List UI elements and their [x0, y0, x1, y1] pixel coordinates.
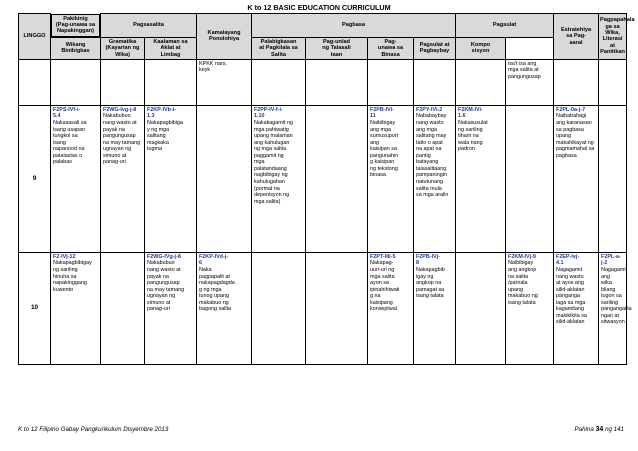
competency-code: F2KM-IVj-9 — [508, 253, 536, 260]
table-cell — [306, 252, 368, 364]
table-cell — [101, 252, 145, 364]
table-row — [19, 252, 627, 364]
competency-code: F2PL-0a-j-7 — [556, 106, 586, 113]
competency-text: Naka pagpapalit at nakapagdagda g ng mga tunog upang makabuo ng bagong salita — [199, 267, 235, 313]
table-cell — [101, 105, 145, 252]
competency-text: KPKK nars, keyk — [199, 60, 227, 74]
table-cell — [414, 252, 456, 364]
competency-text: Nakakagamit ng mga pahiwatig upang malaman ang kahulugan ng mga salita paggamit ng mga palatandaang nagbibigay ng kahulugahan (pormal na depenisyon ng mga salita) — [254, 120, 293, 205]
competency-text: Nakasasali sa isang usapan tungkol sa isang napanood na patalastas o palabas — [53, 120, 87, 166]
header-pagbasa: Pagbasa — [252, 14, 456, 38]
table-cell — [414, 59, 456, 105]
table-cell — [554, 105, 599, 252]
table-cell — [456, 252, 506, 364]
table-cell — [51, 59, 101, 105]
competency-code: F2PY-IVi-2 — [416, 106, 443, 113]
competency-text: isa't isa ang mga salita at pangungusap — [508, 60, 541, 81]
page-total: ng 141 — [605, 426, 624, 433]
table-cell — [599, 252, 632, 364]
competency-text: Nagagamit ang wika bilang tugon sa sariling pangangailla ngan at sitwasyon — [601, 267, 632, 326]
header-pagsulat: Pagsulat — [456, 14, 554, 38]
document-title: K to 12 BASIC EDUCATION CURRICULUM — [247, 3, 391, 12]
table-cell — [145, 59, 197, 105]
competency-code: F2PS-IVf-i- 5.4 — [53, 106, 81, 120]
table-cell — [306, 105, 368, 252]
table-cell — [252, 59, 306, 105]
competency-text: Nababaybay nang wasto ang mga salitang may tatlo o apat na apat na pantig batayang talasalitaang pampaningin natutunang salita mula sa mga aralin — [416, 113, 449, 199]
header-kamalayang-ponolohiya: Kamalayang Ponolohiya — [197, 14, 252, 60]
table-cell — [554, 252, 599, 364]
page-prefix: Pahina — [574, 426, 594, 433]
header-pakikinig: Pakikinig (Pag-unawa sa Napakinggan) — [51, 14, 100, 37]
header-estratehiya: Estratehiya sa Pag- aaral — [554, 14, 599, 60]
week-cell: 9 — [19, 105, 51, 252]
table-cell — [368, 59, 414, 105]
competency-code: F2KM-IVi- 1.6 — [458, 106, 483, 120]
competency-text: Nakapagbibigay ng sariling hinuha sa napakinggang kuwento — [53, 260, 92, 293]
competency-text: Nakapagbib igay ng angkop na pamagat sa isang talata — [416, 267, 445, 300]
table-cell — [306, 59, 368, 105]
table-cell — [368, 105, 414, 252]
table-cell — [145, 252, 197, 364]
competency-code: F2PB-IVi- 11 — [370, 106, 394, 120]
competency-code: F2-IVj-12 — [53, 253, 76, 260]
header-pag-unlad-talasalitaan: Pag-unlad ng Talasali taan — [306, 37, 368, 59]
page-current: 34 — [595, 426, 604, 433]
table-cell — [599, 105, 627, 252]
table-cell — [506, 105, 554, 252]
competency-text: Naibibigay ang angkop na salita /parirala upang makabuo ng isang talata — [508, 260, 538, 306]
table-cell — [101, 59, 145, 105]
header-gramatika: Gramatika (Kayarian ng Wika) — [101, 37, 145, 59]
table-cell — [456, 105, 506, 252]
table-cell — [599, 59, 627, 105]
footer-document-label: K to 12 Filipino Gabay Pangkurikulum Disyembre 2013 — [18, 426, 169, 433]
table-row — [19, 59, 627, 105]
header-pagsasalita: Pagsasalita — [101, 14, 197, 38]
table-cell — [197, 252, 252, 364]
competency-code: F2PB-IVj- 8 — [416, 253, 440, 267]
header-palabigkasan: Palabigkasan at Pagkilala sa Salita — [252, 37, 306, 59]
week-cell: 10 — [19, 252, 51, 364]
table-cell — [554, 59, 599, 105]
table-cell — [506, 252, 554, 364]
table-cell — [252, 252, 306, 364]
table-cell — [252, 105, 306, 252]
competency-code: F2WG-IVg-j-8 — [147, 253, 181, 260]
header-pagpapahalaga: Pagpapahala ga sa Wika, Literasi at Panitikan — [599, 14, 627, 60]
header-pagsulat-pagbaybay: Pagsulat at Pagbaybay — [414, 37, 456, 59]
competency-code: F2KP-IVd-j- 6 — [199, 253, 229, 267]
competency-text: Nakapag- uuri-uri ng mga salita ayon sa ipinahihiwati g na kaisipang konseptwal — [370, 260, 400, 313]
header-komposisyon: Kompo sisyon — [456, 37, 506, 59]
competency-code: F2EP-Ivj- 4.1 — [556, 253, 580, 267]
competency-code: F2PT-IIIi-5 — [370, 253, 396, 260]
competency-code: F2WG-Ivg-j-8 — [103, 106, 137, 113]
competency-text: Nakabubuo nang wasto at payak na pangungusap na may tamang ugnayan ng simuno at panag-uri — [147, 260, 185, 313]
table-cell — [145, 105, 197, 252]
header-pag-unawa-binasa: Pag- unawa sa Binasa — [368, 37, 414, 59]
table-row — [19, 105, 627, 252]
table-cell — [506, 59, 554, 105]
competency-code: F2PP-IV-f-i- 1.10 — [254, 106, 283, 120]
header-lingo: LINGGO — [19, 14, 51, 60]
table-cell — [456, 59, 506, 105]
competency-text: Naibibigay ang mga sumusuport ang kaisipan sa pangunahin g kaisipan ng tekstong binasa — [370, 120, 399, 179]
header-kaalaman-aklat: Kaalaman sa Aklat at Limbag — [145, 37, 197, 59]
competency-text: Nagagamit nang wasto at ayos ang silid-aklatan panganga laga sa mga kagamitang makikikita sa silid-aklatan — [556, 267, 587, 326]
header-wikang-binibigkas: Wikang Binibigkas — [51, 37, 101, 59]
table-cell — [414, 105, 456, 252]
competency-code: F2PL-a-j-2 — [601, 253, 621, 267]
curriculum-table — [18, 13, 635, 365]
table-cell — [197, 59, 252, 105]
table-cell — [51, 105, 101, 252]
table-cell — [51, 252, 101, 364]
week-cell — [19, 59, 51, 105]
competency-text: Nakasusulat ng sariling tiham na wala nang padron — [458, 120, 488, 153]
footer-page-number — [575, 426, 624, 433]
competency-text: Nakabubuo nang wasto at payak na pangungusap na may tamang ugnayan ng simuno at panag-uri — [103, 113, 141, 166]
competency-code: F2KP-IVb-i- 1.3 — [147, 106, 177, 120]
competency-text: Nakapagbibiga y ng mga salitang magkaka tugma — [147, 120, 183, 153]
table-cell — [368, 252, 414, 364]
competency-text: Naibabahagi ang karanasan sa pagbasa upang makahikayat ng pagmamahal sa pagbasa — [556, 113, 595, 159]
table-cell — [197, 105, 252, 252]
